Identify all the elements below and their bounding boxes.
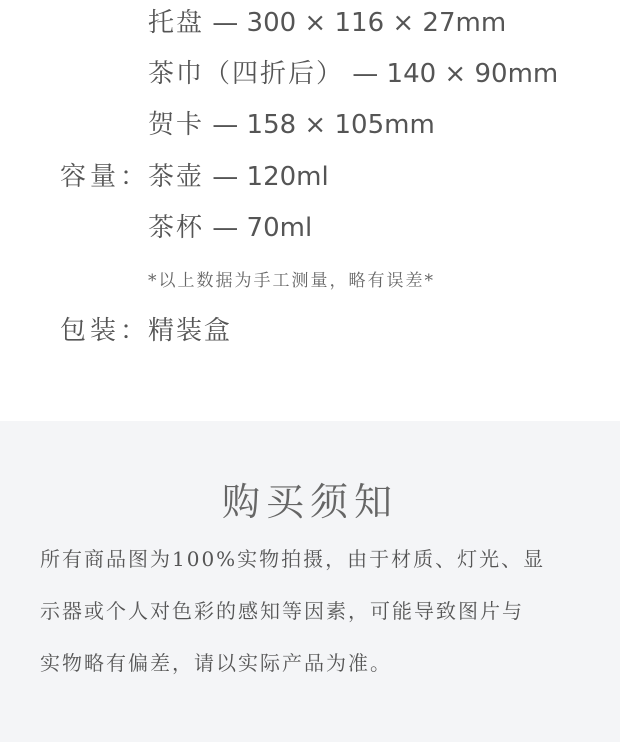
purchase-notice-section [0, 421, 620, 742]
spec-item-name: 茶壶 [148, 162, 205, 192]
packaging-label: 包装： [60, 316, 151, 346]
spec-item-name: 托盘 [148, 8, 205, 38]
spec-item-dimensions: — 140 × 90mm [344, 59, 559, 89]
measurement-note: *以上数据为手工测量，略有误差* [148, 271, 435, 291]
spec-item-name: 茶巾（四折后） [148, 59, 345, 89]
spec-item-dimensions: — 300 × 116 × 27mm [204, 8, 507, 38]
spec-row-tray [148, 2, 506, 39]
spec-row-teapot [148, 156, 329, 193]
capacity-label: 容量： [60, 162, 151, 192]
spec-item-name: 贺卡 [148, 110, 205, 140]
spec-item-dimensions: — 120ml [204, 162, 329, 192]
notice-line: 示器或个人对色彩的感知等因素，可能导致图片与 [40, 599, 524, 623]
spec-item-name: 茶杯 [148, 213, 205, 243]
spec-row-greeting-card [148, 104, 435, 141]
notice-body [40, 533, 588, 689]
notice-line: 实物略有偏差，请以实际产品为准。 [40, 651, 392, 675]
spec-item-dimensions: — 70ml [204, 213, 313, 243]
notice-title: 购买须知 [221, 480, 398, 524]
packaging-value: 精装盒 [148, 316, 233, 346]
spec-row-teacup [148, 207, 312, 244]
notice-line: 所有商品图为100%实物拍摄，由于材质、灯光、显 [40, 547, 546, 571]
spec-row-tea-towel [148, 53, 558, 90]
spec-item-dimensions: — 158 × 105mm [204, 110, 435, 140]
